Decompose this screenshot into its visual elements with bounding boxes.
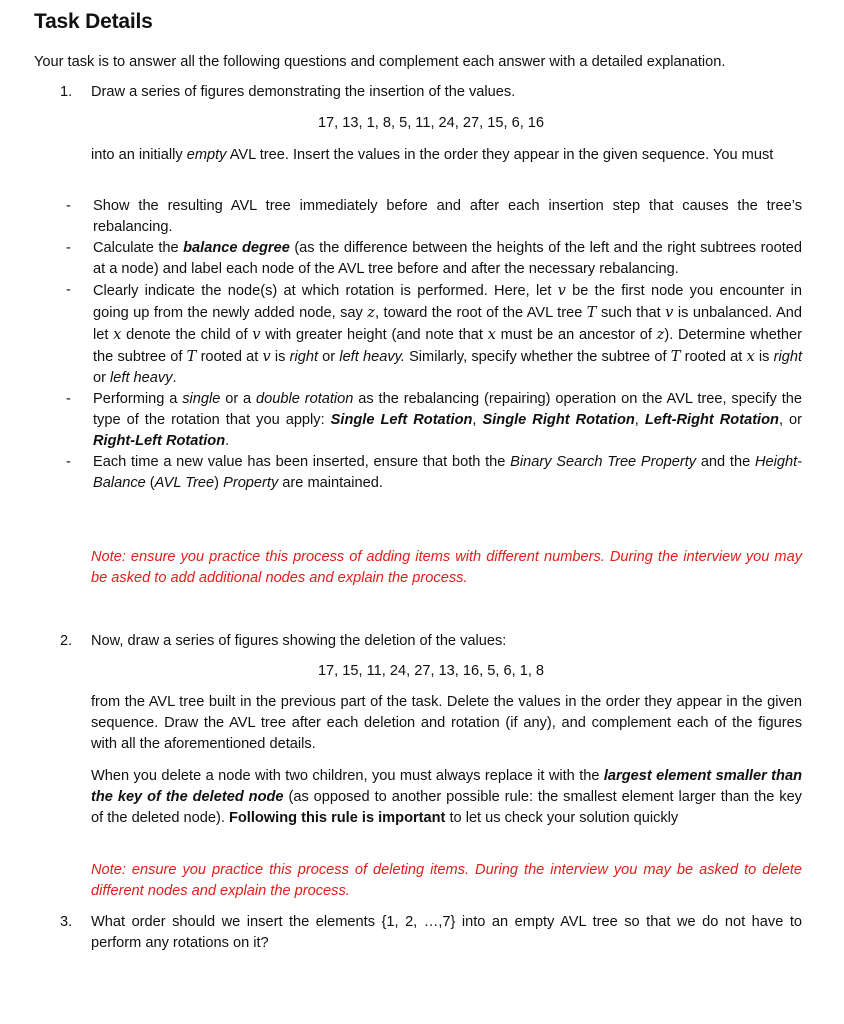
insertion-values: 17, 13, 1, 8, 5, 11, 24, 27, 15, 6, 16 (317, 115, 545, 131)
deletion-rule: When you delete a node with two children, you must always replace it with the largest element smaller than the key of the deleted node (as opposed to another possible rule: the smallest element larger than the key of the deleted node). Following this rule is important to let us check your solution quickly (91, 768, 802, 826)
list-item: - Performing a single or a double rotation as the rebalancing (repairing) operation on the AVL tree, specify the type of the rotation that you apply: Single Left Rotation, Single Right Rotation, Left-Right Rotation, or Right-Left Rotation. (66, 391, 803, 449)
list-item: - Show the resulting AVL tree immediately before and after each insertion step that causes the tree’s rebalancing. (66, 198, 802, 235)
question-number: 2. (60, 633, 73, 649)
intro-text: Your task is to answer all the following questions and complement each answer with a detailed explanation. (34, 54, 726, 70)
question-2-lead: Now, draw a series of figures showing the deletion of the values: (91, 633, 507, 649)
requirements-list (60, 196, 802, 494)
element-set: {1, 2, …,7} (381, 914, 456, 930)
question-1-instructions: into an initially empty AVL tree. Insert the values in the order they appear in the given sequence. You must (91, 147, 774, 163)
question-number: 3. (60, 914, 73, 930)
question-3: 3. What order should we insert the elements {1, 2, …,7} into an empty AVL tree so that we do not have to perform any rotations on it? (60, 914, 802, 951)
list-item: - Each time a new value has been inserted, ensure that both the Binary Search Tree Property and the Height-Balance (AVL Tree) Property are maintained. (66, 454, 802, 491)
list-item: - Calculate the balance degree (as the difference between the heights of the left and the right subtrees rooted at a node) and label each node of the AVL tree before and after the necessary rebalancing. (66, 240, 802, 277)
note-deletion: Note: ensure you practice this process of deleting items. During the interview you may be asked to delete different nodes and explain the process. (91, 862, 802, 899)
page-title: Task Details (34, 10, 153, 33)
deletion-values: 17, 15, 11, 24, 27, 13, 16, 5, 6, 1, 8 (317, 663, 545, 679)
question-2 (60, 631, 802, 652)
question-number: 1. (60, 84, 73, 100)
question-1 (60, 82, 802, 103)
note-insertion: Note: ensure you practice this process of adding items with different numbers. During the interview you may be asked to add additional nodes and explain the process. (91, 549, 802, 586)
list-item: - Clearly indicate the node(s) at which rotation is performed. Here, let v be the first node you encounter in going up from the newly added node, say z, toward the root of the AVL tree T such that v is unbalanced. And let x denote the child of v with greater height (and note that x must be an ancestor of z). Determine whether the subtree of T rooted at v is right or left heavy. Similarly, specify whether the subtree of T rooted at x is right or left heavy. (66, 282, 803, 386)
question-1-lead: Draw a series of figures demonstrating the insertion of the values. (91, 84, 516, 100)
question-2-instructions: from the AVL tree built in the previous part of the task. Delete the values in the order they appear in the given sequence. Draw the AVL tree after each deletion and rotation (if any), and complement each of the figures with all the aforementioned details. (91, 694, 802, 752)
